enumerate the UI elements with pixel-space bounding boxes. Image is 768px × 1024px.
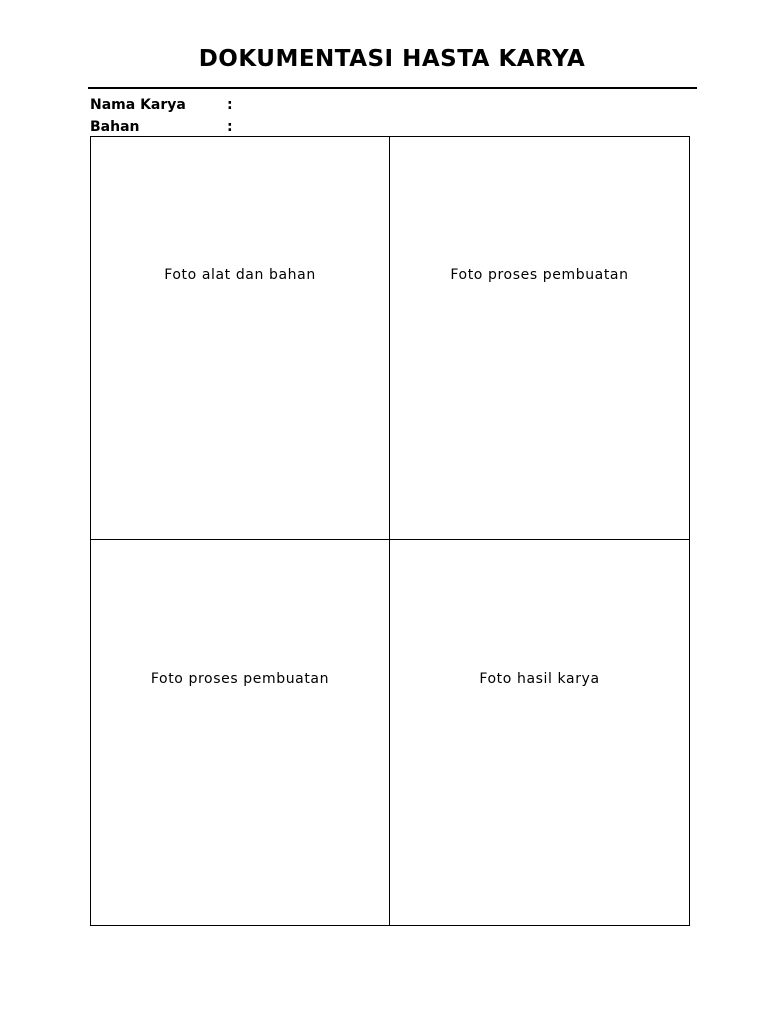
field-bahan-label: Bahan [90, 119, 140, 135]
photo-box-label: Foto hasil karya [479, 671, 600, 687]
photo-box-label: Foto proses pembuatan [450, 267, 629, 283]
photo-box-proses-pembuatan-1 [390, 137, 689, 539]
photo-box-label: Foto proses pembuatan [150, 671, 330, 687]
field-bahan-colon: : [227, 119, 233, 135]
field-nama-karya [90, 96, 233, 114]
photo-grid [90, 136, 690, 926]
title-underline [88, 87, 697, 89]
field-nama-karya-label: Nama Karya [90, 97, 186, 113]
photo-box-alat-dan-bahan [91, 137, 389, 539]
photo-box-label: Foto alat dan bahan [164, 267, 316, 283]
field-bahan [90, 118, 233, 136]
photo-box-proses-pembuatan-2 [91, 540, 389, 925]
photo-box-hasil-karya [390, 540, 689, 925]
document-title: DOKUMENTASI HASTA KARYA [198, 46, 586, 72]
field-nama-karya-colon: : [227, 97, 233, 113]
